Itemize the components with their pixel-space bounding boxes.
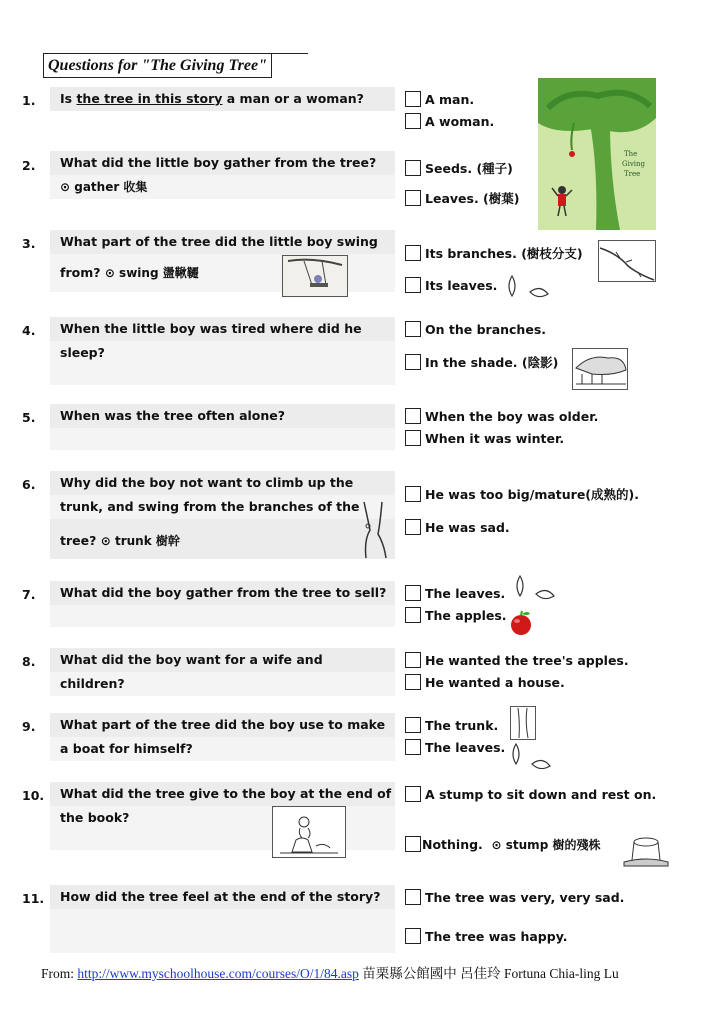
question-6-line-2: trunk, and swing from the branches of the	[50, 495, 395, 519]
question-4	[50, 317, 395, 385]
question-6-line-1: Why did the boy not want to climb up the	[50, 471, 395, 495]
question-8-line-2: children?	[50, 672, 395, 696]
question-11	[50, 885, 395, 953]
page-title: Questions for "The Giving Tree"	[43, 54, 272, 78]
answer-5b[interactable]: When it was winter.	[405, 430, 564, 448]
answer-4b[interactable]: In the shade. (陰影)	[405, 354, 558, 372]
question-9-line-2: a boat for himself?	[50, 737, 395, 761]
checkbox[interactable]	[405, 786, 421, 802]
checkbox[interactable]	[405, 928, 421, 944]
checkbox[interactable]	[405, 739, 421, 755]
question-7-line-1: What did the boy gather from the tree to sell?	[50, 581, 395, 605]
question-3-note: ⊙ swing 盪鞦韆	[104, 266, 199, 280]
answer-1a[interactable]: A man.	[405, 91, 474, 109]
giving-tree-cover-illustration	[538, 78, 656, 230]
question-2-line-1: What did the little boy gather from the tree?	[50, 151, 395, 175]
checkbox[interactable]	[405, 91, 421, 107]
question-6-note: ⊙ trunk 樹幹	[100, 534, 180, 548]
checkbox[interactable]	[405, 486, 421, 502]
answer-2b[interactable]: Leaves. (樹葉)	[405, 190, 519, 208]
question-5	[50, 404, 395, 450]
source-link[interactable]: http://www.myschoolhouse.com/courses/O/1/84.asp	[77, 966, 359, 981]
checkbox[interactable]	[405, 408, 421, 424]
answer-10b[interactable]: Nothing. ⊙ stump 樹的殘株	[405, 836, 600, 854]
leaves-icon-3	[504, 740, 552, 774]
svg-text:Tree: Tree	[624, 170, 641, 178]
question-number-1: 1.	[22, 93, 36, 108]
checkbox[interactable]	[405, 674, 421, 690]
question-7-line-2	[50, 605, 395, 627]
question-number-5: 5.	[22, 410, 36, 425]
question-2	[50, 151, 395, 199]
question-9-line-1: What part of the tree did the boy use to make	[50, 713, 395, 737]
checkbox[interactable]	[405, 277, 421, 293]
answer-7b[interactable]: The apples.	[405, 607, 507, 625]
trunk-icon	[510, 706, 536, 740]
answer-8a[interactable]: He wanted the tree's apples.	[405, 652, 629, 670]
answer-4a[interactable]: On the branches.	[405, 321, 546, 339]
checkbox[interactable]	[405, 245, 421, 261]
question-number-9: 9.	[22, 719, 36, 734]
shade-illustration	[572, 348, 628, 390]
checkbox[interactable]	[405, 160, 421, 176]
apple-icon	[508, 610, 534, 636]
question-number-6: 6.	[22, 477, 36, 492]
answer-8b[interactable]: He wanted a house.	[405, 674, 565, 692]
checkbox[interactable]	[405, 113, 421, 129]
checkbox[interactable]	[405, 836, 421, 852]
question-number-2: 2.	[22, 158, 36, 173]
checkbox[interactable]	[405, 321, 421, 337]
answer-2a[interactable]: Seeds. (種子)	[405, 160, 513, 178]
trunk-illustration	[356, 500, 396, 560]
question-10-line-2: the book?	[50, 806, 395, 850]
question-9	[50, 713, 395, 761]
question-4-line-2: sleep?	[50, 341, 395, 385]
checkbox[interactable]	[405, 889, 421, 905]
question-3-line-1: What part of the tree did the little boy swing	[50, 230, 395, 254]
question-5-line-1: When was the tree often alone?	[50, 404, 395, 428]
answer-10a[interactable]: A stump to sit down and rest on.	[405, 786, 656, 804]
question-2-note: ⊙ gather 收集	[50, 175, 395, 199]
answer-9a[interactable]: The trunk.	[405, 717, 498, 735]
checkbox[interactable]	[405, 652, 421, 668]
svg-text:The: The	[624, 150, 638, 158]
question-number-7: 7.	[22, 587, 36, 602]
question-number-4: 4.	[22, 323, 36, 338]
leaves-icon	[500, 272, 550, 302]
checkbox[interactable]	[405, 607, 421, 623]
answer-5a[interactable]: When the boy was older.	[405, 408, 598, 426]
question-1-line-1: Is the tree in this story a man or a woman?	[50, 87, 395, 111]
source-footer: From: http://www.myschoolhouse.com/courses/O/1/84.asp 苗栗縣公館國中 呂佳玲 Fortuna Chia-ling Lu	[41, 966, 619, 981]
checkbox[interactable]	[405, 430, 421, 446]
answer-3b[interactable]: Its leaves.	[405, 277, 497, 295]
stump-icon	[620, 830, 672, 870]
stump-rest-illustration	[272, 806, 346, 858]
question-11-line-1: How did the tree feel at the end of the story?	[50, 885, 395, 909]
question-11-line-2	[50, 909, 395, 953]
question-number-11: 11.	[22, 891, 45, 906]
question-8-line-1: What did the boy want for a wife and	[50, 648, 395, 672]
question-8	[50, 648, 395, 696]
answer-9b[interactable]: The leaves.	[405, 739, 505, 757]
checkbox[interactable]	[405, 519, 421, 535]
answer-11a[interactable]: The tree was very, very sad.	[405, 889, 624, 907]
question-number-10: 10.	[22, 788, 45, 803]
question-3-line-2: from? ⊙ swing 盪鞦韆	[50, 254, 395, 292]
question-6-line-3: tree? ⊙ trunk 樹幹	[50, 519, 395, 559]
checkbox[interactable]	[405, 190, 421, 206]
svg-text:Giving: Giving	[622, 160, 646, 168]
answer-7a[interactable]: The leaves.	[405, 585, 505, 603]
question-7	[50, 581, 395, 627]
leaves-icon-2	[508, 572, 556, 604]
branch-illustration	[598, 240, 656, 282]
question-6	[50, 471, 395, 559]
checkbox[interactable]	[405, 717, 421, 733]
answer-6b[interactable]: He was sad.	[405, 519, 510, 537]
question-10-line-1: What did the tree give to the boy at the end of	[50, 782, 395, 806]
answer-3a[interactable]: Its branches. (樹枝分支)	[405, 245, 583, 263]
question-10-note: ⊙ stump 樹的殘株	[491, 838, 601, 852]
answer-1b[interactable]: A woman.	[405, 113, 494, 131]
question-number-8: 8.	[22, 654, 36, 669]
checkbox[interactable]	[405, 585, 421, 601]
question-4-line-1: When the little boy was tired where did he	[50, 317, 395, 341]
question-5-line-2	[50, 428, 395, 450]
question-1	[50, 87, 395, 111]
question-number-3: 3.	[22, 236, 36, 251]
checkbox[interactable]	[405, 354, 421, 370]
answer-11b[interactable]: The tree was happy.	[405, 928, 567, 946]
swing-illustration	[282, 255, 348, 297]
answer-6a[interactable]: He was too big/mature(成熟的).	[405, 486, 639, 504]
